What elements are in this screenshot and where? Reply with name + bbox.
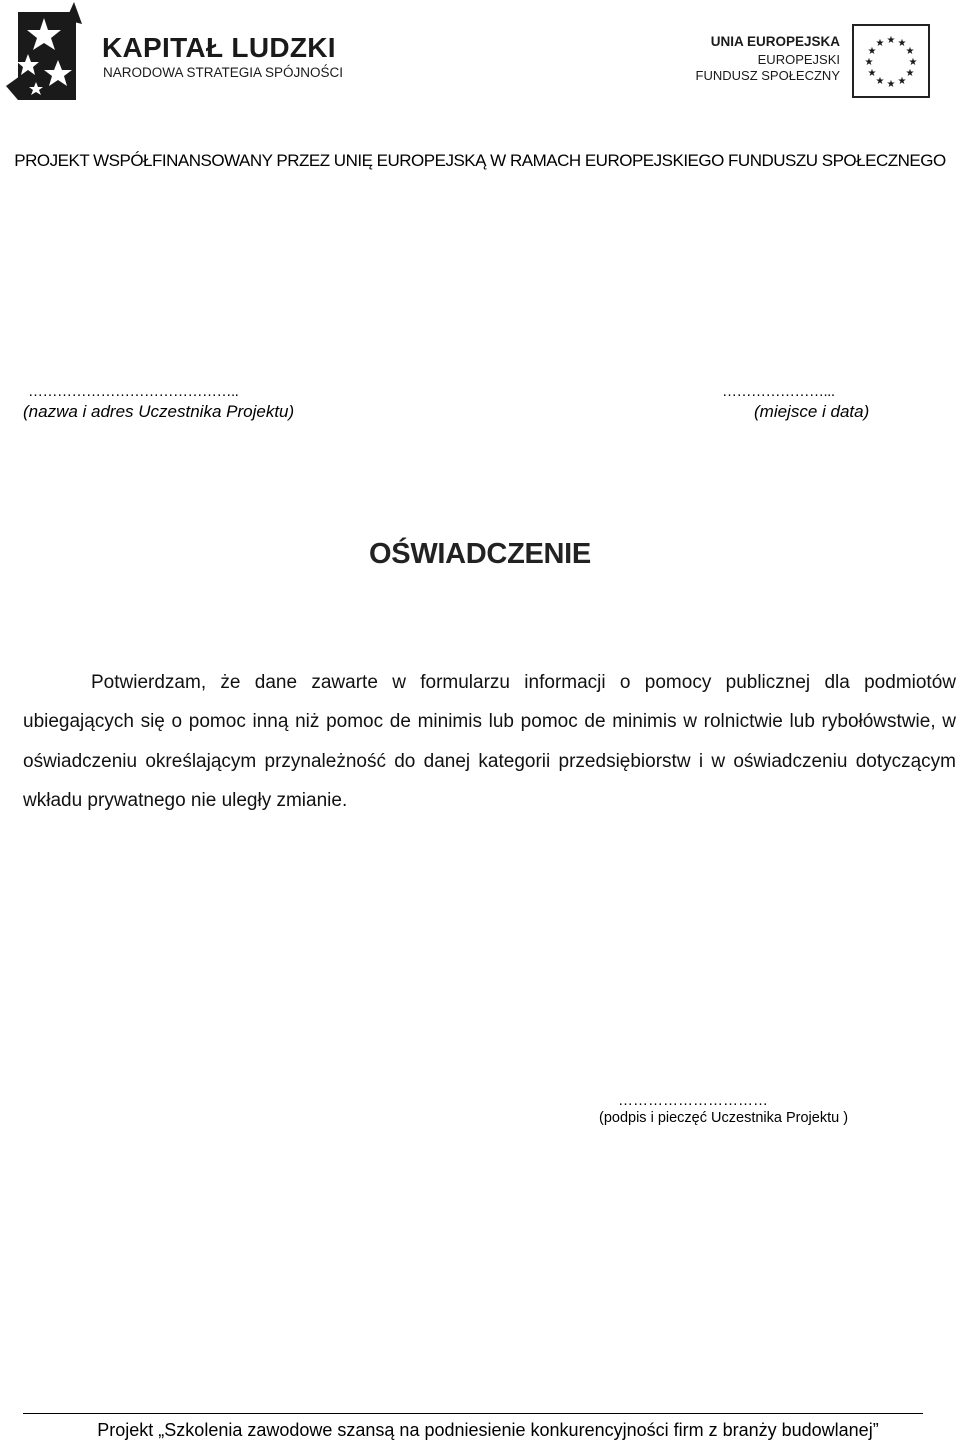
- project-cofinancing-line: PROJEKT WSPÓŁFINANSOWANY PRZEZ UNIĘ EUROPEJSKĄ W RAMACH EUROPEJSKIEGO FUNDUSZU SPOŁECZNEGO: [14, 151, 946, 170]
- eu-logo: [690, 22, 960, 100]
- footer-project-name: Projekt „Szkolenia zawodowe szansą na podniesienie konkurencyjności firm z branży budowlanej”: [97, 1420, 879, 1440]
- eu-logo-line2: EUROPEJSKI: [757, 52, 840, 67]
- place-date-label: (miejsce i data): [754, 402, 870, 421]
- kapital-ludzki-emblem-icon: [6, 2, 98, 102]
- place-date-dots: …………………...: [722, 383, 835, 400]
- participant-name-label: (nazwa i adres Uczestnika Projektu): [23, 402, 295, 421]
- signature-label: (podpis i pieczęć Uczestnika Projektu ): [599, 1110, 849, 1126]
- svg-text:★: ★: [905, 68, 915, 79]
- signature-dots: …………………………: [618, 1092, 768, 1109]
- svg-text:★: ★: [875, 38, 885, 49]
- eu-logo-line3: FUNDUSZ SPOŁECZNY: [695, 68, 840, 83]
- svg-text:★: ★: [897, 76, 907, 87]
- eu-logo-line1: UNIA EUROPEJSKA: [710, 34, 840, 49]
- svg-text:★: ★: [886, 35, 896, 46]
- participant-name-dots: ……………………………………..: [28, 383, 239, 400]
- statement-body: Potwierdzam, że dane zawarte w formularzu informacji o pomocy publicznej dla podmiotów ubiegających się o pomoc inną niż pomoc de minimis lub pomoc de minimis w rolnictwie lub rybołówstwie, w oświadczeniu określającym przynależność do danej kategorii przedsiębiorstw i w oświadczeniu dotyczącym wkładu prywatnego nie uległy zmianie.: [23, 672, 956, 812]
- svg-text:★: ★: [886, 79, 896, 90]
- svg-text:★: ★: [875, 76, 885, 87]
- eu-stars-icon: [854, 26, 928, 96]
- svg-text:★: ★: [864, 57, 874, 68]
- footer-divider: [23, 1413, 923, 1414]
- svg-text:★: ★: [908, 57, 918, 68]
- logo-subtitle: NARODOWA STRATEGIA SPÓJNOŚCI: [103, 65, 344, 80]
- svg-text:★: ★: [905, 46, 915, 57]
- eu-flag-icon: [852, 24, 930, 98]
- logo-title: KAPITAŁ LUDZKI: [102, 32, 336, 63]
- kapital-ludzki-logo: [6, 2, 346, 102]
- svg-text:★: ★: [897, 38, 907, 49]
- svg-text:★: ★: [867, 68, 877, 79]
- document-title: OŚWIADCZENIE: [369, 538, 591, 570]
- svg-text:★: ★: [867, 46, 877, 57]
